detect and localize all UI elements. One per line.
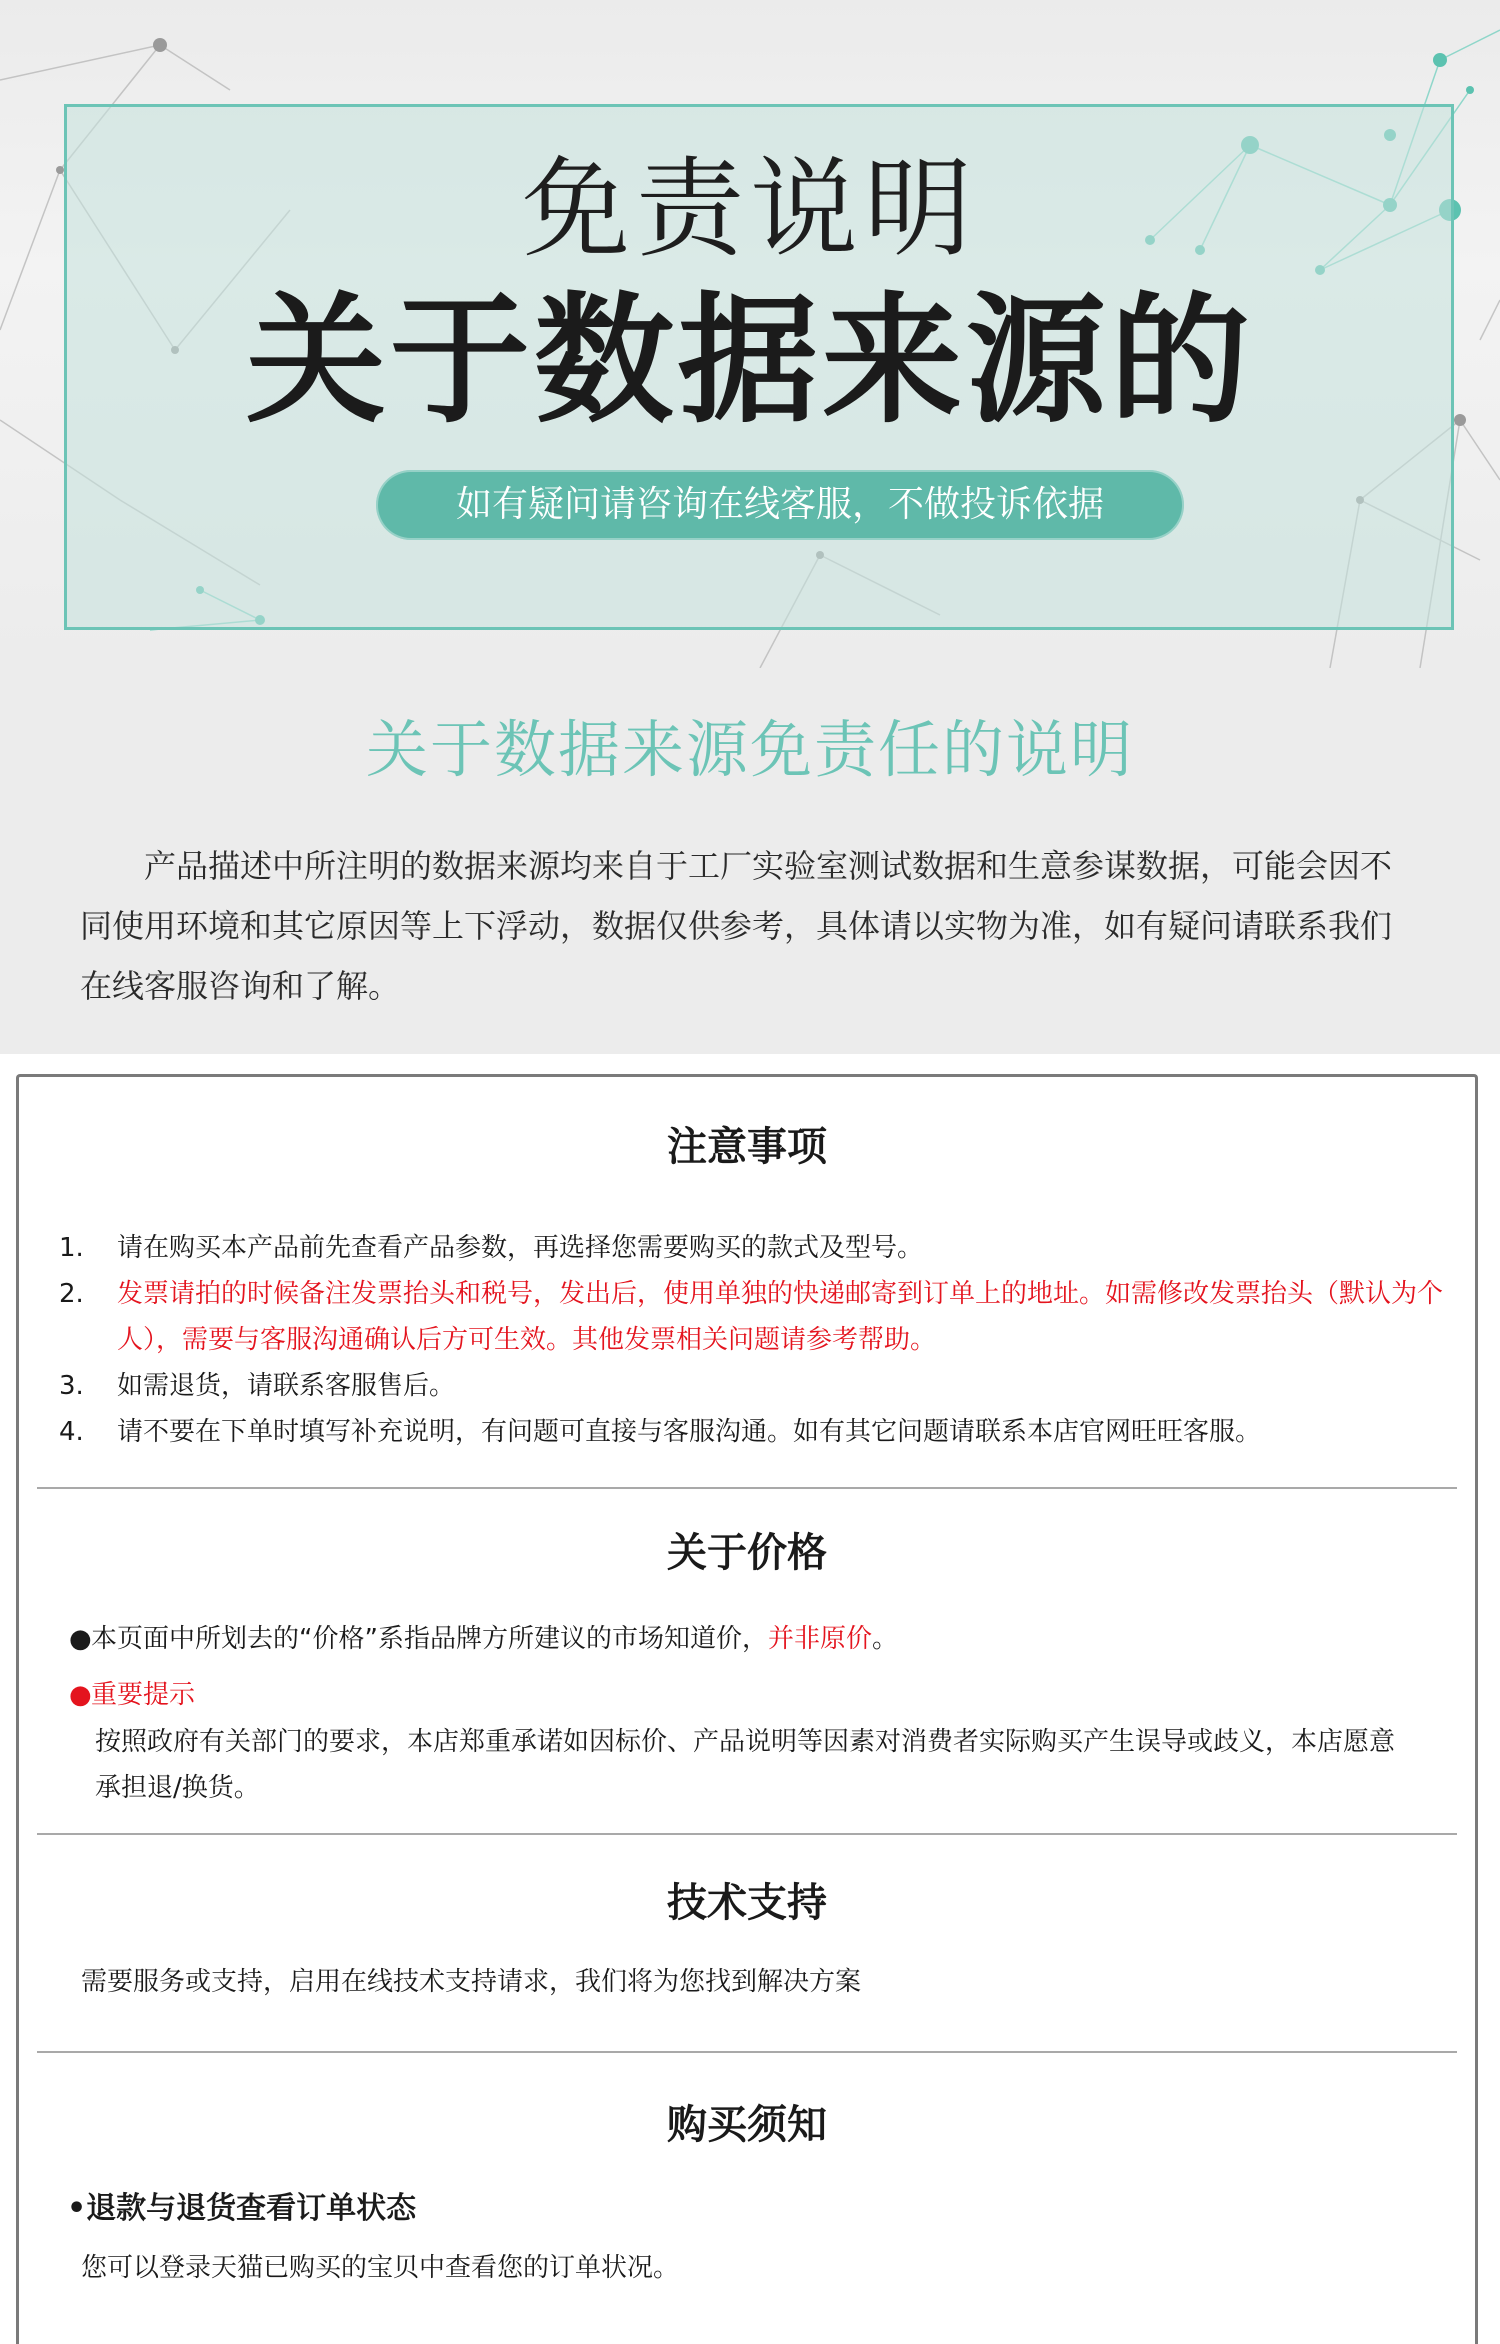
intro-heading: 关于数据来源免责任的说明 (365, 713, 1134, 786)
section-divider (37, 1833, 1457, 1835)
section-divider (37, 2051, 1457, 2053)
section-divider (37, 1487, 1457, 1489)
purchase-title: 购买须知 (667, 2102, 827, 2148)
price-bullet-text: 本页面中所划去的“价格”系指品牌方所建议的市场知道价， (91, 1624, 768, 1654)
important-label: 重要提示 (91, 1680, 196, 1710)
notice-list (59, 1225, 1459, 1455)
hero-banner (0, 0, 1500, 668)
important-text: 按照政府有关部门的要求，本店郑重承诺如因标价、产品说明等因素对消费者实际购买产生误导或歧义，本店愿意承担退/换货。 (95, 1727, 1396, 1803)
intro-section (0, 668, 1500, 1054)
item-number: 2. (59, 1279, 84, 1309)
hero-subtitle: 关于数据来源的 (245, 280, 1254, 443)
item-number: 4. (59, 1417, 84, 1447)
hero-pill-badge: 如有疑问请咨询在线客服，不做投诉依据 (376, 470, 1184, 540)
price-not-original: 并非原价 (767, 1624, 872, 1654)
item-text: 发票请拍的时候备注发票抬头和税号，发出后，使用单独的快递邮寄到订单上的地址。如需修改发票抬头（默认为个人），需要与客服沟通确认后方可生效。其他发票相关问题请参考帮助。 (117, 1279, 1444, 1355)
notice-item (59, 1409, 1459, 1455)
notice-item-invoice (59, 1271, 1459, 1363)
notice-title: 注意事项 (667, 1124, 827, 1170)
intro-body: 产品描述中所注明的数据来源均来自于工厂实验室测试数据和生意参谋数据，可能会因不同使用环境和其它原因等上下浮动，数据仅供参考，具体请以实物为准，如有疑问请联系我们在线客服咨询和了解。 (80, 847, 1393, 1005)
important-notice-label (69, 1673, 1449, 1717)
price-title: 关于价格 (667, 1530, 827, 1576)
refund-text: 您可以登录天猫已购买的宝贝中查看您的订单状况。 (81, 2253, 680, 2283)
refund-subtitle: •退款与退货查看订单状态 (67, 2191, 417, 2226)
bullet-dot: ● (69, 1624, 92, 1654)
item-text: 如需退货，请联系客服售后。 (117, 1371, 456, 1401)
item-number: 3. (59, 1371, 84, 1401)
item-text: 请在购买本产品前先查看产品参数，再选择您需要购买的款式及型号。 (117, 1233, 924, 1263)
item-number: 1. (59, 1233, 84, 1263)
hero-title: 免责说明 (521, 147, 978, 272)
notice-card (16, 1074, 1478, 2344)
support-text: 需要服务或支持，启用在线技术支持请求，我们将为您找到解决方案 (81, 1967, 862, 1997)
item-text: 请不要在下单时填写补充说明，有问题可直接与客服沟通。如有其它问题请联系本店官网旺旺客服。 (117, 1417, 1262, 1447)
notice-item (59, 1225, 1459, 1271)
bullet-dot: ● (69, 1680, 92, 1710)
price-bullet-end: 。 (871, 1624, 898, 1654)
support-title: 技术支持 (667, 1880, 827, 1926)
price-bullet (69, 1617, 1449, 1661)
notice-item (59, 1363, 1459, 1409)
